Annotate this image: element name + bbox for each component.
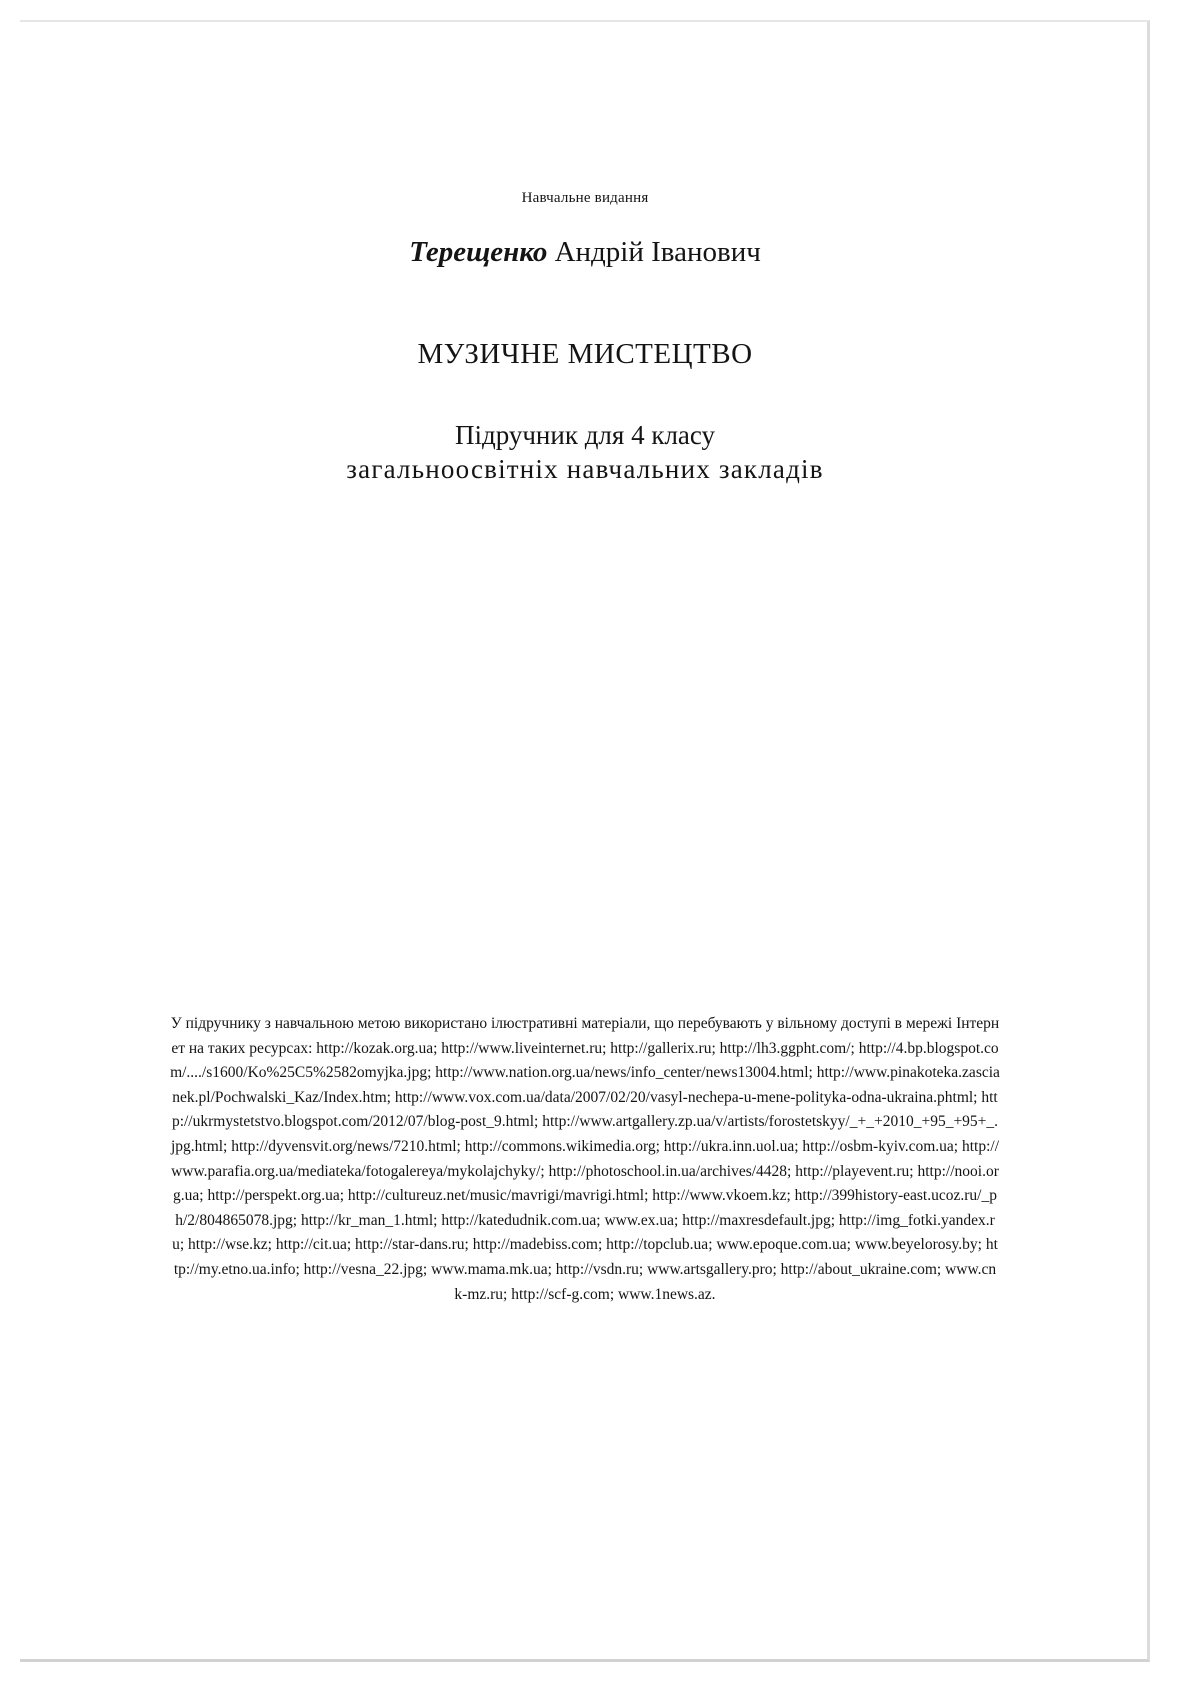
author-given-names: Андрій Іванович: [554, 236, 761, 268]
author-name: [20, 236, 1150, 269]
subtitle-line-2: загальноосвітніх навчальних закладів: [346, 454, 824, 484]
book-page: [20, 20, 1150, 1662]
book-title: МУЗИЧНЕ МИСТЕЦТВО: [417, 338, 753, 370]
author-surname: Терещенко: [409, 236, 548, 268]
image-sources-notice: У підручнику з навчальною метою використано ілюстративні матеріали, що перебувають у вільному доступі в мережі Інтернет на таких ресурсах: http://kozak.org.ua; http://www.liveinternet.ru; http://gallerix.ru; http://lh3.ggpht.com/; http://4.bp.blogspot.com/..../s1600/Ko%25C5%2582omyjka.jpg; http://www.nation.org.ua/news/info_center/news13004.html; http://www.pinakoteka.zascianek.pl/Pochwalski_Kaz/Index.htm; http://www.vox.com.ua/data/2007/02/20/vasyl-nechepa-u-mene-polityka-odna-ukraina.phtml; http://ukrmystetstvo.blogspot.com/2012/07/blog-post_9.html; http://www.artgallery.zp.ua/v/artists/forostetskyy/_+_+2010_+95_+95+_.jpg.html; http://dyvensvit.org/news/7210.html; http://commons.wikimedia.org; http://ukra.inn.uol.ua; http://osbm-kyiv.com.ua; http://www.parafia.org.ua/mediateka/fotogalereya/mykolajchyky/; http://photoschool.in.ua/archives/4428; http://playevent.ru; http://nooi.org.ua; http://perspekt.org.ua; http://cultureuz.net/music/mavrigi/mavrigi.html; http://www.vkoem.kz; http://399history-east.ucoz.ru/_ph/2/804865078.jpg; http://kr_man_1.html; http://katedudnik.com.ua; www.ex.ua; http://maxresdefault.jpg; http://img_fotki.yandex.ru; http://wse.kz; http://cit.ua; http://star-dans.ru; http://madebiss.com; http://topclub.ua; www.epoque.com.ua; www.beyelorosy.by; http://my.etno.ua.info; http://vesna_22.jpg; www.mama.mk.ua; http://vsdn.ru; www.artsgallery.pro; http://about_ukraine.com; www.cnk-mz.ru; http://scf-g.com; www.1news.az.: [170, 1015, 1000, 1303]
edition-type: Навчальне видання: [521, 190, 649, 206]
book-subtitle: [20, 418, 1150, 486]
subtitle-line-1: Підручник для 4 класу: [454, 420, 716, 450]
